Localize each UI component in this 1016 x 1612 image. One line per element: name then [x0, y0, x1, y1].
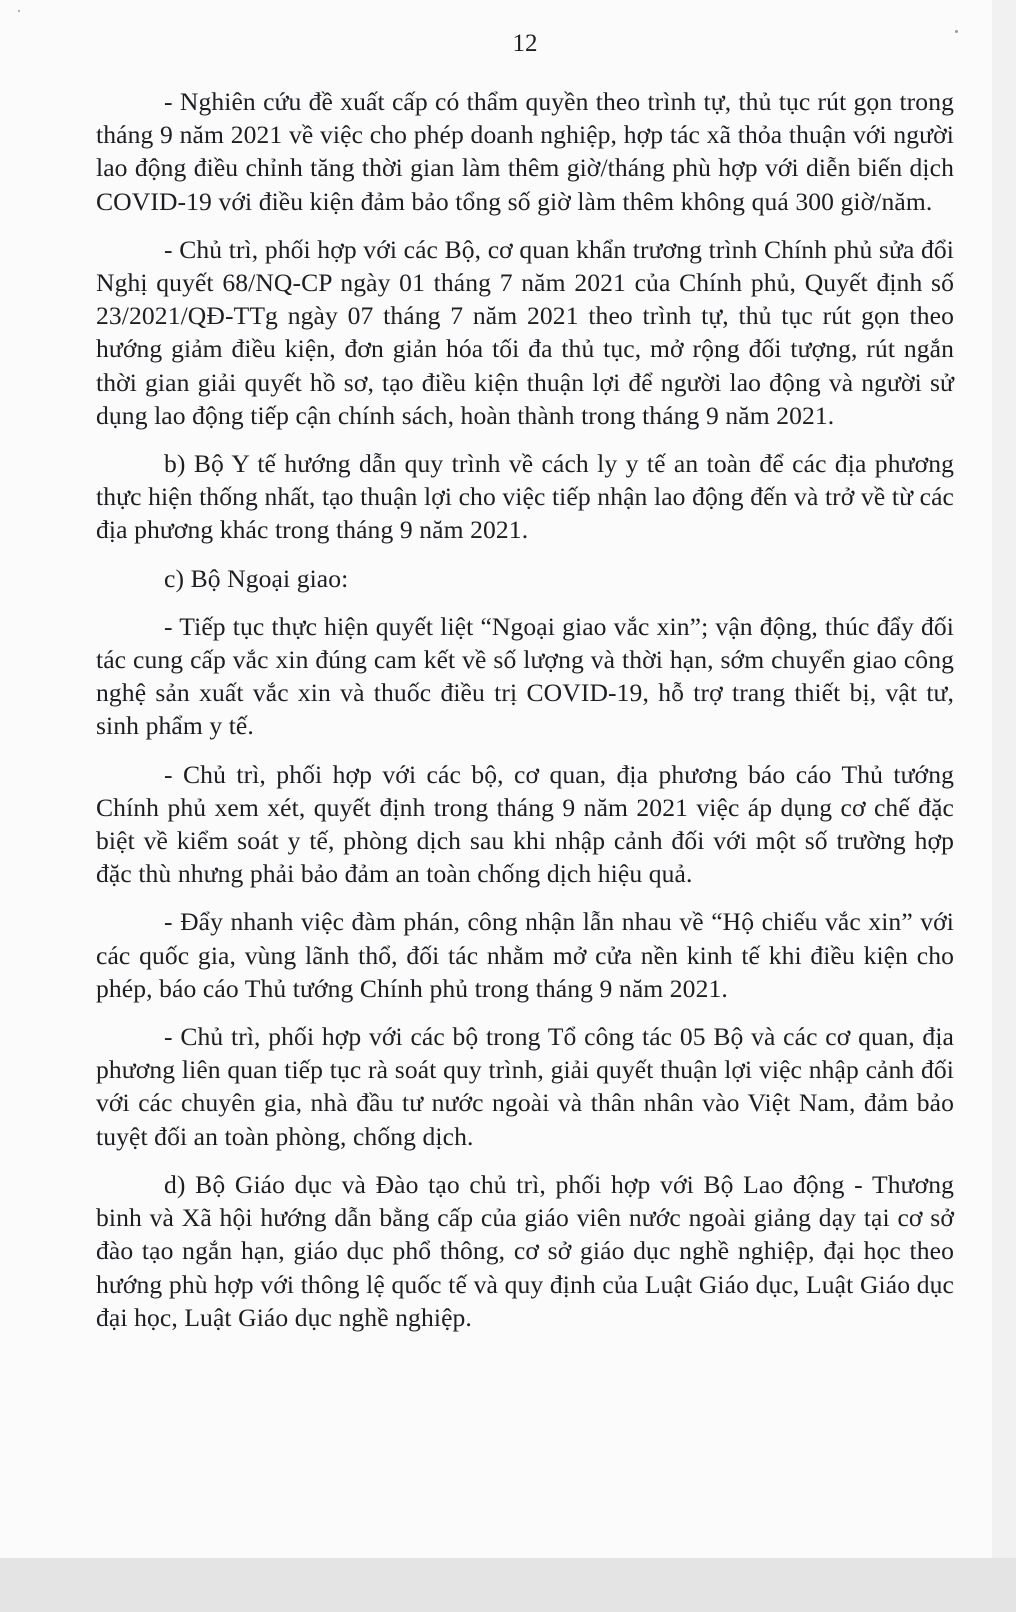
paragraph-overtime-study: - Nghiên cứu đề xuất cấp có thẩm quyền theo trình tự, thủ tục rút gọn trong tháng 9 năm 2021 về việc cho phép doanh nghiệp, hợp tác xã thỏa thuận với người lao động điều chỉnh tăng thời gian làm thêm giờ/tháng phù hợp với diễn biến dịch COVID-19 với điều kiện đảm bảo tổng số giờ làm thêm không quá 300 giờ/năm. — [96, 87, 954, 216]
document-body — [96, 85, 954, 1349]
paragraph-entry-control: - Chủ trì, phối hợp với các bộ, cơ quan, địa phương báo cáo Thủ tướng Chính phủ xem xét, quyết định trong tháng 9 năm 2021 việc áp dụng cơ chế đặc biệt về kiểm soát y tế, phòng dịch sau khi nhập cảnh đối với một số trường hợp đặc thù nhưng phải bảo đảm an toàn chống dịch hiệu quả. — [96, 759, 954, 889]
paragraph-expert-entry: - Chủ trì, phối hợp với các bộ trong Tổ công tác 05 Bộ và các cơ quan, địa phương liên quan tiếp tục rà soát quy trình, giải quyết thuận lợi việc nhập cảnh đối với các chuyên gia, nhà đầu tư nước ngoài và thân nhân vào Việt Nam, đảm bảo tuyệt đối an toàn phòng, chống dịch. — [96, 1022, 954, 1151]
page-number: 12 — [512, 30, 538, 57]
paragraph-vaccine-passport: - Đẩy nhanh việc đàm phán, công nhận lẫn nhau về “Hộ chiếu vắc xin” với các quốc gia, vùng lãnh thổ, đối tác nhằm mở cửa nền kinh tế khi điều kiện cho phép, báo cáo Thủ tướng Chính phủ trong tháng 9 năm 2021. — [96, 907, 954, 1003]
paragraph-ministry-of-education: d) Bộ Giáo dục và Đào tạo chủ trì, phối hợp với Bộ Lao động - Thương binh và Xã hội hướng dẫn bằng cấp của giáo viên nước ngoài giảng dạy tại cơ sở đào tạo ngắn hạn, giáo dục phổ thông, cơ sở giáo dục nghề nghiệp, đại học theo hướng phù hợp với thông lệ quốc tế và quy định của Luật Giáo dục, Luật Giáo dục đại học, Luật Giáo dục nghề nghiệp. — [96, 1169, 954, 1332]
scan-speck — [955, 30, 958, 33]
paragraph-resolution-amendment: - Chủ trì, phối hợp với các Bộ, cơ quan khẩn trương trình Chính phủ sửa đổi Nghị quyết 68/NQ-CP ngày 01 tháng 7 năm 2021 của Chính phủ, Quyết định số 23/2021/QĐ-TTg ngày 07 tháng 7 năm 2021 theo trình tự, thủ tục rút gọn theo hướng giảm điều kiện, đơn giản hóa tối đa thủ tục, mở rộng đối tượng, rút ngắn thời gian giải quyết hồ sơ, tạo điều kiện thuận lợi để người lao động và người sử dụng lao động tiếp cận chính sách, hoàn thành trong tháng 9 năm 2021. — [96, 234, 954, 430]
scan-margin-right — [992, 0, 1016, 1558]
scan-margin-bottom — [0, 1558, 1016, 1612]
paragraph-ministry-of-health: b) Bộ Y tế hướng dẫn quy trình về cách ly y tế an toàn để các địa phương thực hiện thống nhất, tạo thuận lợi cho việc tiếp nhận lao động đến và trở về từ các địa phương khác trong tháng 9 năm 2021. — [96, 449, 954, 545]
scan-speck — [18, 10, 20, 12]
paragraph-foreign-affairs-heading: c) Bộ Ngoại giao: — [164, 563, 349, 593]
paragraph-vaccine-diplomacy: - Tiếp tục thực hiện quyết liệt “Ngoại giao vắc xin”; vận động, thúc đẩy đối tác cung cấp vắc xin đúng cam kết về số lượng và thời hạn, sớm chuyển giao công nghệ sản xuất vắc xin và thuốc điều trị COVID-19, hỗ trợ trang thiết bị, vật tư, sinh phẩm y tế. — [96, 611, 954, 741]
